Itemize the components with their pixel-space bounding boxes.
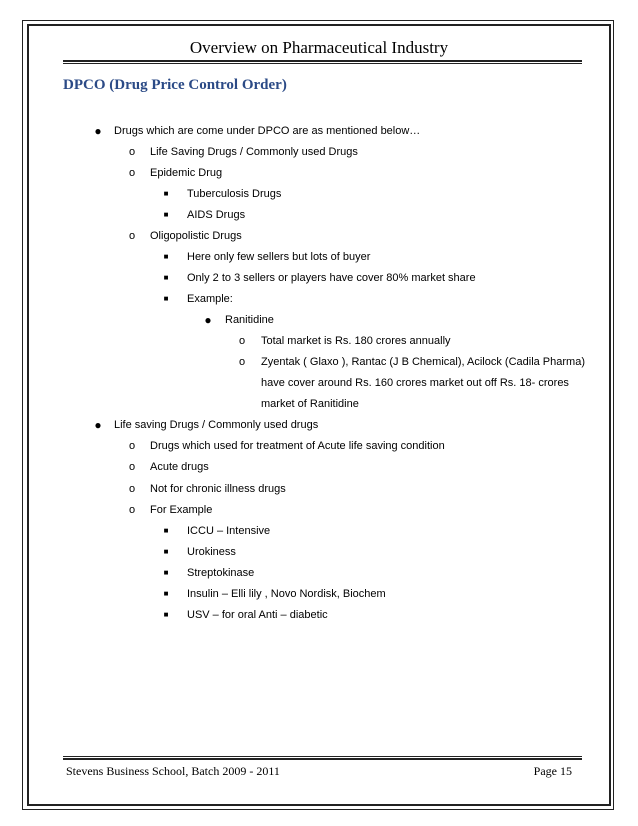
list-item-l2: For Example bbox=[150, 504, 213, 516]
list-item-l2: Oligopolistic Drugs bbox=[150, 230, 242, 242]
list-item-l3: USV – for oral Anti – diabetic bbox=[187, 609, 328, 621]
list-item-l3: Tuberculosis Drugs bbox=[187, 188, 282, 200]
list-item-l2: Drugs which used for treatment of Acute life saving condition bbox=[150, 440, 445, 452]
bullet-square-icon: ■ bbox=[163, 610, 169, 619]
bullet-disc-icon: ● bbox=[94, 124, 102, 138]
list-item-l3: ICCU – Intensive bbox=[187, 525, 271, 537]
list-item-l3: Example: bbox=[187, 293, 233, 305]
bullet-square-icon: ■ bbox=[163, 210, 169, 219]
bullet-circle-icon: o bbox=[238, 335, 246, 347]
list-item-l2: Not for chronic illness drugs bbox=[150, 483, 286, 495]
list-item-l2: Acute drugs bbox=[150, 461, 209, 473]
list-item-l5: Total market is Rs. 180 crores annually bbox=[261, 335, 451, 347]
bullet-square-icon: ■ bbox=[163, 189, 169, 198]
bullet-square-icon: ■ bbox=[163, 252, 169, 261]
list-item-l3: Here only few sellers but lots of buyer bbox=[187, 251, 371, 263]
bullet-square-icon: ■ bbox=[163, 547, 169, 556]
list-item-l1: Life saving Drugs / Commonly used drugs bbox=[114, 419, 319, 431]
footer-page-number: Page 15 bbox=[533, 764, 572, 778]
section-title: DPCO (Drug Price Control Order) bbox=[63, 77, 287, 93]
list-item-l2: Epidemic Drug bbox=[150, 167, 223, 179]
bullet-circle-icon: o bbox=[128, 483, 136, 495]
list-item-l3: AIDS Drugs bbox=[187, 209, 246, 221]
list-item-l3: Urokiness bbox=[187, 546, 236, 558]
list-item-l4: Ranitidine bbox=[225, 314, 274, 326]
bullet-square-icon: ■ bbox=[163, 568, 169, 577]
bullet-circle-icon: o bbox=[128, 461, 136, 473]
header-rule bbox=[63, 60, 582, 64]
bullet-circle-icon: o bbox=[238, 356, 246, 368]
footer-school: Stevens Business School, Batch 2009 - 2011 bbox=[66, 764, 280, 778]
footer-rule bbox=[63, 756, 582, 760]
list-item-l3: Only 2 to 3 sellers or players have cover 80% market share bbox=[187, 272, 476, 284]
list-item-l3: Streptokinase bbox=[187, 567, 255, 579]
list-item-l5-continued: have cover around Rs. 160 crores market out off Rs. 18- crores bbox=[261, 377, 569, 389]
list-item-l3: Insulin – Elli lily , Novo Nordisk, Biochem bbox=[187, 588, 386, 600]
list-item-l5-continued: market of Ranitidine bbox=[261, 398, 359, 410]
bullet-circle-icon: o bbox=[128, 230, 136, 242]
bullet-square-icon: ■ bbox=[163, 273, 169, 282]
bullet-circle-icon: o bbox=[128, 440, 136, 452]
list-item-l2: Life Saving Drugs / Commonly used Drugs bbox=[150, 146, 358, 158]
list-item-l5: Zyentak ( Glaxo ), Rantac (J B Chemical), Acilock (Cadila Pharma) bbox=[261, 356, 585, 368]
bullet-circle-icon: o bbox=[128, 146, 136, 158]
bullet-circle-icon: o bbox=[128, 504, 136, 516]
page-header-title: Overview on Pharmaceutical Industry bbox=[189, 38, 449, 57]
bullet-square-icon: ■ bbox=[163, 294, 169, 303]
bullet-circle-icon: o bbox=[128, 167, 136, 179]
bullet-disc-icon: ● bbox=[204, 313, 212, 327]
bullet-disc-icon: ● bbox=[94, 418, 102, 432]
bullet-square-icon: ■ bbox=[163, 589, 169, 598]
bullet-square-icon: ■ bbox=[163, 526, 169, 535]
list-item-l1: Drugs which are come under DPCO are as mentioned below… bbox=[114, 125, 421, 137]
page-border-inner bbox=[27, 24, 611, 806]
